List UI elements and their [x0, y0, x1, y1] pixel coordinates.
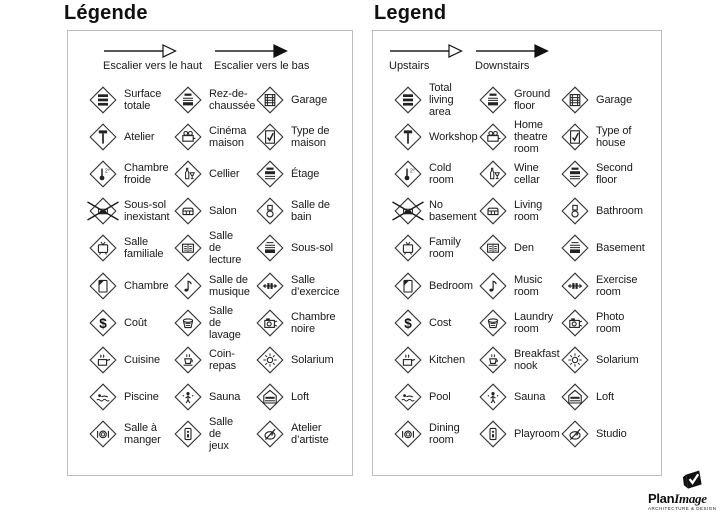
arrow-label: Upstairs: [389, 60, 430, 72]
legend-item-label: Salle de jeux: [209, 416, 233, 453]
cold-room-icon: [89, 160, 117, 188]
legend-item-label: Salon: [209, 205, 237, 218]
legend-item-label: Chambre: [124, 279, 169, 292]
bedroom-icon: [89, 272, 117, 300]
page-title-french: Légende: [64, 2, 148, 24]
studio-icon: [256, 420, 284, 448]
music-room-icon: [174, 272, 202, 300]
cost-icon: [394, 309, 422, 337]
basement-icon: [561, 234, 589, 262]
legend-item-basement: [235, 230, 352, 267]
legend-item-label: Sauna: [514, 391, 546, 404]
den-icon: [479, 234, 507, 262]
logo-name-italic: Image: [674, 491, 707, 506]
no-basement-icon: [89, 197, 117, 225]
legend-item-label: Home theatre room: [514, 118, 548, 155]
legend-grid: [373, 81, 661, 453]
legend-item-label: Laundry room: [514, 310, 554, 335]
cost-icon: [89, 309, 117, 337]
legend-item-label: Den: [514, 242, 534, 255]
legend-item-exercise-room: [540, 267, 661, 304]
basement-icon: [256, 234, 284, 262]
stairs-down: [214, 44, 309, 72]
ground-floor-icon: [174, 86, 202, 114]
playroom-icon: [479, 420, 507, 448]
kitchen-icon: [394, 346, 422, 374]
legend-item-garage: [235, 81, 352, 118]
legend-item-no-basement: [373, 193, 477, 230]
total-area-icon: [89, 86, 117, 114]
home-theatre-icon: [174, 123, 202, 151]
arrow-label: Downstairs: [475, 60, 530, 72]
legend-item-family-room: [373, 230, 461, 267]
down-arrow-icon: [214, 44, 288, 58]
legend-item-pool: [373, 379, 458, 416]
legend-grid: [68, 81, 352, 453]
legend-item-label: Workshop: [429, 130, 478, 143]
planimage-logo: [648, 469, 716, 511]
planimage-logo-icon: [681, 469, 704, 492]
living-room-icon: [174, 197, 202, 225]
laundry-room-icon: [174, 309, 202, 337]
legend-item-label: Coût: [124, 316, 147, 329]
legend-item-label: Atelier: [124, 130, 155, 143]
legend-item-label: Cold room: [429, 161, 454, 186]
arrow-label: Escalier vers le bas: [214, 60, 310, 72]
legend-item-basement: [540, 230, 661, 267]
legend-item-bedroom: [68, 267, 169, 304]
legend-item-label: Solarium: [596, 353, 639, 366]
dining-room-icon: [89, 420, 117, 448]
legend-item-kitchen: [373, 341, 465, 378]
legend-item-bathroom: [540, 193, 661, 230]
legend-item-label: Type of house: [596, 124, 632, 149]
bathroom-icon: [561, 197, 589, 225]
solarium-icon: [256, 346, 284, 374]
stairs-up: [103, 44, 202, 72]
legend-item-label: Bathroom: [596, 205, 643, 218]
legend-item-exercise-room: [235, 267, 352, 304]
photo-room-icon: [256, 309, 284, 337]
den-icon: [174, 234, 202, 262]
legend-item-ground-floor: [153, 81, 256, 118]
legend-item-home-theatre: [458, 118, 548, 155]
legend-item-music-room: [458, 267, 543, 304]
legend-item-label: Dining room: [429, 422, 460, 447]
legend-item-kitchen: [68, 341, 160, 378]
legend-item-family-room: [68, 230, 164, 267]
bathroom-icon: [256, 197, 284, 225]
logo-name-bold: Plan: [648, 491, 675, 506]
second-floor-icon: [256, 160, 284, 188]
legend-item-label: Garage: [596, 93, 633, 106]
loft-icon: [561, 383, 589, 411]
legend-item-label: Solarium: [291, 353, 334, 366]
legend-item-label: Breakfast nook: [514, 347, 560, 372]
legend-item-wine-cellar: [458, 155, 540, 192]
legend-item-sauna: [458, 379, 546, 416]
legend-item-label: Salle de lecture: [209, 230, 242, 267]
music-room-icon: [479, 272, 507, 300]
legend-item-living-room: [153, 193, 235, 230]
legend-item-label: Sous-sol: [291, 242, 333, 255]
legend-item-total-area: [68, 81, 162, 118]
legend-item-no-basement: [68, 193, 170, 230]
legend-item-label: Bedroom: [429, 279, 473, 292]
legend-item-solarium: [235, 341, 352, 378]
legend-item-sauna: [153, 379, 241, 416]
down-arrow-icon: [475, 44, 549, 58]
garage-icon: [256, 86, 284, 114]
ground-floor-icon: [479, 86, 507, 114]
legend-item-label: Living room: [514, 199, 543, 224]
legend-item-den: [153, 230, 242, 267]
legend-item-label: Music room: [514, 273, 543, 298]
family-room-icon: [89, 234, 117, 262]
legend-item-second-floor: [540, 155, 661, 192]
wine-cellar-icon: [174, 160, 202, 188]
stairs-arrows: [389, 44, 661, 72]
pool-icon: [89, 383, 117, 411]
kitchen-icon: [89, 346, 117, 374]
cold-room-icon: [394, 160, 422, 188]
legend-item-total-area: [373, 81, 458, 118]
workshop-icon: [89, 123, 117, 151]
sauna-icon: [174, 383, 202, 411]
studio-icon: [561, 420, 589, 448]
legend-item-type-of-house: [235, 118, 352, 155]
legend-item-label: Salle de lavage: [209, 304, 241, 341]
dining-room-icon: [394, 420, 422, 448]
legend-item-label: Cellier: [209, 167, 240, 180]
legend-item-type-of-house: [540, 118, 661, 155]
legend-item-label: Type de maison: [291, 124, 330, 149]
legend-item-label: Loft: [291, 391, 309, 404]
second-floor-icon: [561, 160, 589, 188]
legend-item-garage: [540, 81, 661, 118]
up-arrow-icon: [389, 44, 463, 58]
legend-item-label: Pool: [429, 391, 451, 404]
legend-item-label: Salle à manger: [124, 422, 161, 447]
legend-item-wine-cellar: [153, 155, 240, 192]
legend-item-cold-room: [68, 155, 169, 192]
legend-item-label: Basement: [596, 242, 645, 255]
living-room-icon: [479, 197, 507, 225]
legend-item-photo-room: [540, 304, 661, 341]
legend-item-laundry-room: [153, 304, 241, 341]
legend-item-label: Second floor: [596, 161, 633, 186]
workshop-icon: [394, 123, 422, 151]
legend-item-label: Chambre froide: [124, 161, 169, 186]
legend-box-english: [372, 30, 662, 476]
legend-item-label: Total living area: [429, 81, 454, 118]
legend-item-label: Playroom: [514, 428, 560, 441]
legend-item-den: [458, 230, 540, 267]
legend-item-label: Cost: [429, 316, 452, 329]
legend-item-loft: [235, 379, 352, 416]
legend-item-home-theatre: [153, 118, 247, 155]
garage-icon: [561, 86, 589, 114]
legend-item-label: Garage: [291, 93, 328, 106]
legend-box-french: [67, 30, 353, 476]
breakfast-nook-icon: [174, 346, 202, 374]
breakfast-nook-icon: [479, 346, 507, 374]
legend-item-label: Loft: [596, 391, 614, 404]
legend-item-bathroom: [235, 193, 352, 230]
legend-item-breakfast-nook: [153, 341, 235, 378]
stairs-up: [389, 44, 463, 72]
legend-item-breakfast-nook: [458, 341, 560, 378]
exercise-room-icon: [256, 272, 284, 300]
legend-item-cold-room: [373, 155, 458, 192]
type-of-house-icon: [256, 123, 284, 151]
legend-item-studio: [235, 416, 352, 453]
legend-item-label: Étage: [291, 167, 320, 180]
legend-item-label: Ground floor: [514, 87, 551, 112]
solarium-icon: [561, 346, 589, 374]
legend-item-cost: [68, 304, 153, 341]
legend-item-second-floor: [235, 155, 352, 192]
legend-item-label: Wine cellar: [514, 161, 540, 186]
legend-item-label: Family room: [429, 236, 461, 261]
legend-item-solarium: [540, 341, 661, 378]
up-arrow-icon: [103, 44, 177, 58]
legend-item-label: Studio: [596, 428, 627, 441]
legend-item-label: Salle de musique: [209, 273, 250, 298]
legend-item-bedroom: [373, 267, 473, 304]
legend-item-label: Salle d’exercice: [291, 273, 340, 298]
type-of-house-icon: [561, 123, 589, 151]
legend-item-label: Kitchen: [429, 353, 465, 366]
legend-item-label: Rez-de-chaussée: [209, 87, 256, 112]
legend-item-workshop: [68, 118, 153, 155]
no-basement-icon: [394, 197, 422, 225]
legend-item-cost: [373, 304, 458, 341]
legend-item-label: No basement: [429, 199, 477, 224]
legend-item-dining-room: [373, 416, 458, 453]
legend-item-living-room: [458, 193, 543, 230]
stairs-arrows: [103, 44, 352, 72]
family-room-icon: [394, 234, 422, 262]
legend-item-studio: [540, 416, 661, 453]
planimage-logo-tagline: ARCHITECTURE & DESIGN: [648, 506, 717, 511]
legend-item-laundry-room: [458, 304, 554, 341]
legend-item-workshop: [373, 118, 478, 155]
legend-item-dining-room: [68, 416, 161, 453]
legend-item-label: Piscine: [124, 391, 159, 404]
legend-item-playroom: [458, 416, 560, 453]
exercise-room-icon: [561, 272, 589, 300]
stairs-down: [475, 44, 549, 72]
playroom-icon: [174, 420, 202, 448]
legend-item-label: Surface totale: [124, 87, 162, 112]
total-area-icon: [394, 86, 422, 114]
bedroom-icon: [394, 272, 422, 300]
loft-icon: [256, 383, 284, 411]
legend-item-label: Salle familiale: [124, 236, 164, 261]
legend-item-playroom: [153, 416, 235, 453]
legend-item-pool: [68, 379, 159, 416]
legend-item-label: Atelier d’artiste: [291, 422, 329, 447]
legend-item-label: Salle de bain: [291, 199, 330, 224]
pool-icon: [394, 383, 422, 411]
legend-item-photo-room: [235, 304, 352, 341]
legend-item-label: Cinéma maison: [209, 124, 247, 149]
planimage-logo-text: [648, 492, 716, 505]
sauna-icon: [479, 383, 507, 411]
legend-item-label: Sous-sol inexistant: [124, 199, 170, 224]
legend-item-label: Coin-repas: [209, 347, 237, 372]
legend-item-loft: [540, 379, 661, 416]
legend-item-label: Chambre noire: [291, 310, 336, 335]
legend-item-label: Photo room: [596, 310, 625, 335]
page-title-english: Legend: [374, 2, 447, 24]
arrow-label: Escalier vers le haut: [103, 60, 203, 72]
legend-item-label: Exercise room: [596, 273, 638, 298]
legend-item-label: Cuisine: [124, 353, 160, 366]
photo-room-icon: [561, 309, 589, 337]
home-theatre-icon: [479, 123, 507, 151]
legend-item-ground-floor: [458, 81, 551, 118]
laundry-room-icon: [479, 309, 507, 337]
wine-cellar-icon: [479, 160, 507, 188]
legend-item-music-room: [153, 267, 250, 304]
legend-item-label: Sauna: [209, 391, 241, 404]
